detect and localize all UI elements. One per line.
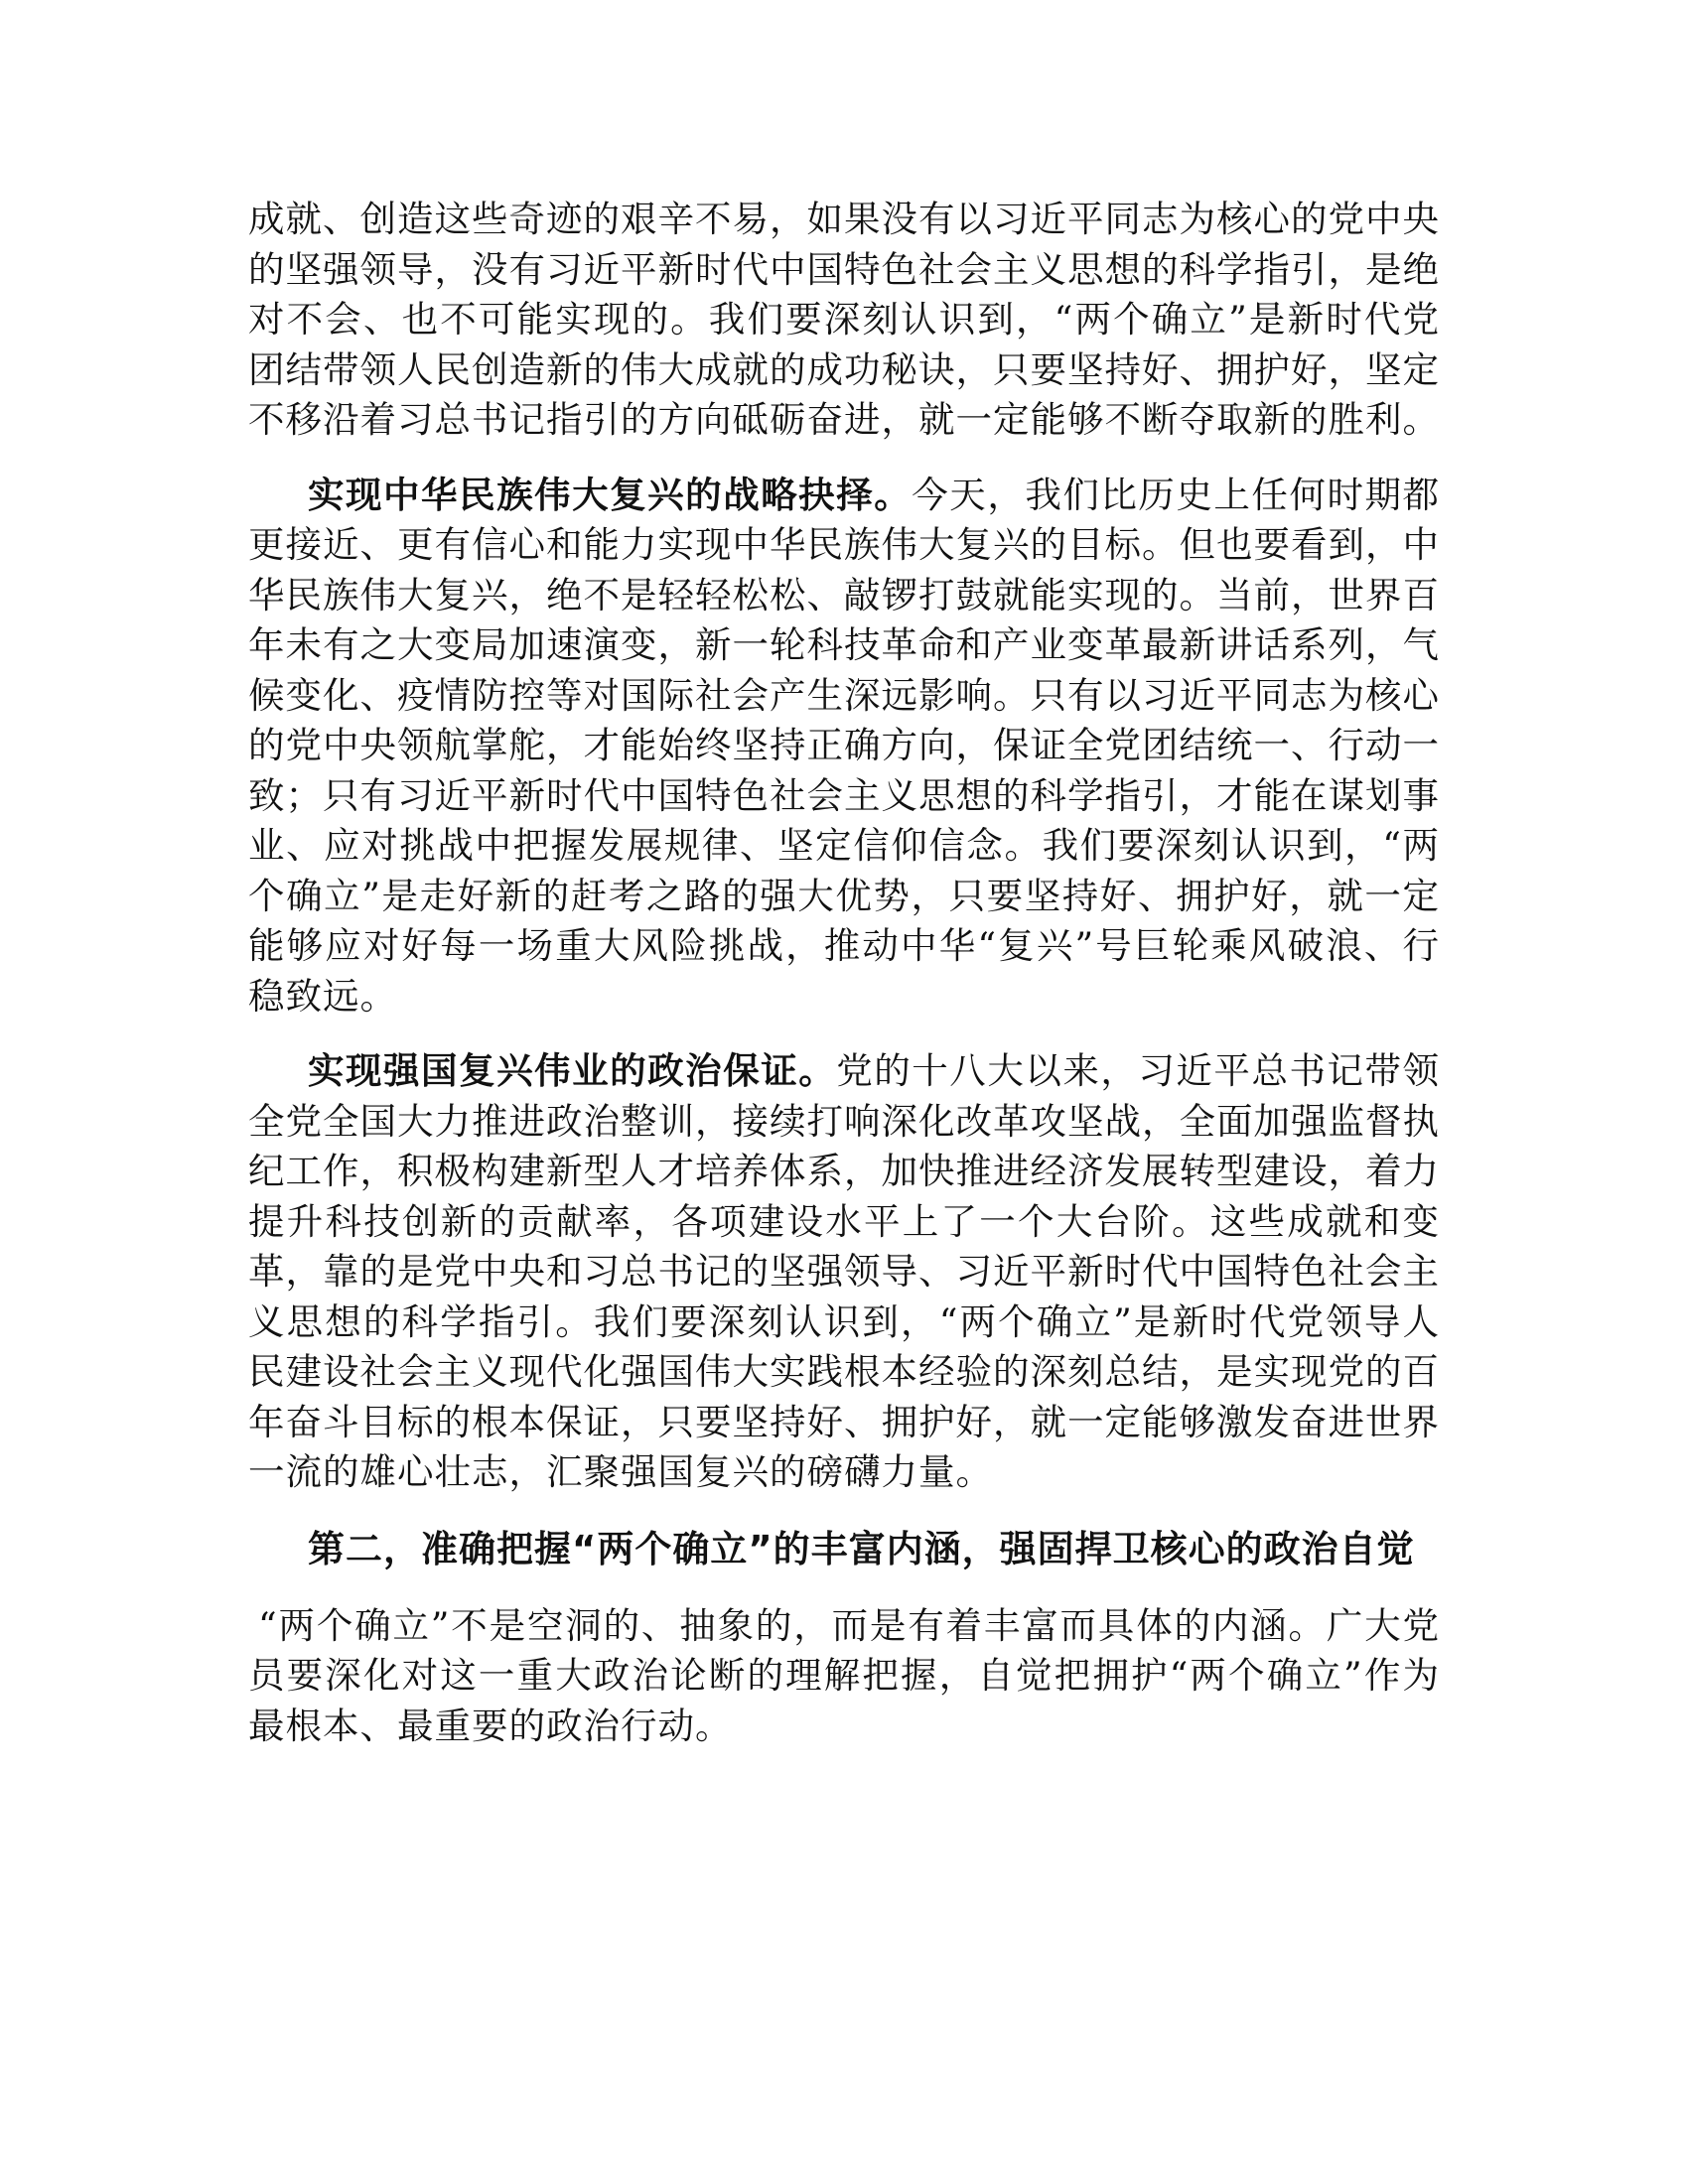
paragraph-political-guarantee [248,1046,1440,1498]
paragraph-text: 党的十八大以来，习近平总书记带领全党全国大力推进政治整训，接续打响深化改革攻坚战，全面加强监督执纪工作，积极构建新型人才培养体系，加快推进经济发展转型建设，着力提升科技创新的贡献率，各项建设水平上了一个大台阶。这些成就和变革，靠的是党中央和习总书记的坚强领导、习近平新时代中国特色社会主义思想的科学指引。我们要深刻认识到，“两个确立”是新时代党领导人民建设社会主义现代化强国伟大实践根本经验的深刻总结，是实现党的百年奋斗目标的根本保证，只要坚持好、拥护好，就一定能够激发奋进世界一流的雄心壮志，汇聚强国复兴的磅礴力量。 [248,1049,1441,1493]
paragraph-closing: “两个确立”不是空洞的、抽象的，而是有着丰富而具体的内涵。广大党员要深化对这一重大政治论断的理解把握，自觉把拥护“两个确立”作为最根本、最重要的政治行动。 [248,1603,1440,1747]
paragraph-continued [248,195,1440,446]
paragraph-text: 成就、创造这些奇迹的艰辛不易，如果没有以习近平同志为核心的党中央的坚强领导，没有习近平新时代中国特色社会主义思想的科学指引，是绝对不会、也不可能实现的。我们要深刻认识到，“两个确立”是新时代党团结带领人民创造新的伟大成就的成功秘诀，只要坚持好、拥护好，坚定不移沿着习总书记指引的方向砥砺奋进，就一定能够不断夺取新的胜利。 [248,198,1440,441]
paragraph-lead-bold: 实现强国复兴伟业的政治保证。 [308,1049,837,1092]
section-heading: 第二，准确把握“两个确立”的丰富内涵，强固捍卫核心的政治自觉 [308,1527,1415,1570]
document-body [248,195,1440,1776]
paragraph-text: 今天，我们比历史上任何时期都更接近、更有信心和能力实现中华民族伟大复兴的目标。但也要看到，中华民族伟大复兴，绝不是轻轻松松、敲锣打鼓就能实现的。当前，世界百年未有之大变局加速演变，新一轮科技革命和产业变革最新讲话系列，气候变化、疫情防控等对国际社会产生深远影响。只有以习近平同志为核心的党中央领航掌舵，才能始终坚持正确方向，保证全党团结统一、行动一致；只有习近平新时代中国特色社会主义思想的科学指引，才能在谋划事业、应对挑战中把握发展规律、坚定信仰信念。我们要深刻认识到，“两个确立”是走好新的赶考之路的强大优势，只要坚持好、拥护好，就一定能够应对好每一场重大风险挑战，推动中华“复兴”号巨轮乘风破浪、行稳致远。 [248,473,1441,1018]
paragraph-strategic-choice [248,471,1440,1023]
paragraph-lead-bold: 实现中华民族伟大复兴的战略抉择。 [308,473,913,516]
